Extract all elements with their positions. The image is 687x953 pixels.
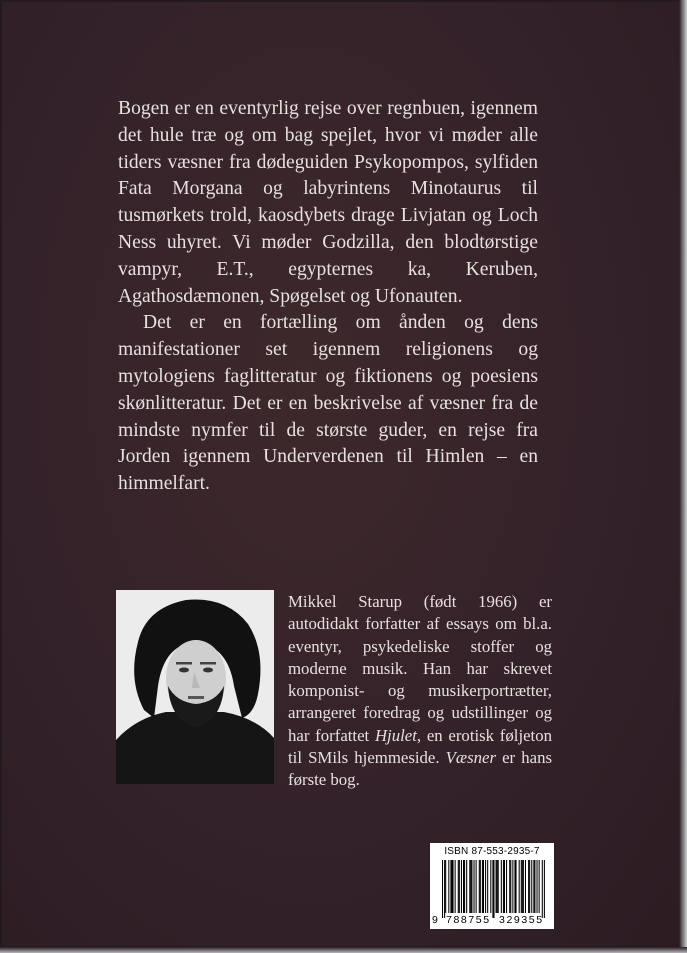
barcode-bar	[521, 860, 522, 913]
barcode-bar	[485, 860, 486, 913]
barcode-bar	[480, 860, 481, 913]
barcode-bar	[496, 860, 497, 913]
barcode-bar	[482, 860, 483, 913]
barcode-bar	[522, 860, 523, 913]
barcode-bar	[539, 860, 540, 913]
barcode-bar	[461, 860, 462, 913]
barcode-bar	[479, 860, 480, 913]
barcode-bar	[444, 860, 445, 918]
barcode-bar	[525, 860, 526, 913]
barcode-bar	[453, 860, 454, 913]
barcode-bar	[483, 860, 484, 913]
bio-text-end: er hans første bog.	[288, 748, 553, 790]
barcode-bar	[533, 860, 534, 913]
barcode-bar	[542, 860, 543, 918]
blurb-text	[118, 96, 538, 498]
barcode-bar	[523, 860, 524, 913]
barcode-bar	[506, 860, 507, 913]
barcode-bar	[492, 860, 493, 918]
blurb-paragraph-1: Bogen er en eventyrlig rejse over regnbuen, igennem det hule træ og om bag spejlet, hvor vi møder alle tiders væsner fra dødeguiden Psykopompos, sylfiden Fata Morgana og labyrintens Minotaurus til tusmørkets trold, kaosdybets drage Livjatan og Loch Ness uhyret. Vi møder Godzilla, den blodtørstige vampyr, E.T., egypternes ka, Keruben, Agathosdæmonen, Spøgelset og Ufonauten.	[118, 98, 538, 307]
barcode-bar	[445, 860, 446, 913]
barcode-bar	[471, 860, 472, 913]
barcode-bar	[487, 860, 488, 913]
barcode-bar	[455, 860, 456, 913]
barcode-bar	[497, 860, 498, 913]
barcode-bar	[534, 860, 535, 913]
bio-text-middle: , en erotisk føljeton til SMils hjemmeside.	[288, 725, 552, 768]
barcode-bar	[516, 860, 517, 913]
barcode-bar	[498, 860, 499, 913]
bio-text-start: Mikkel Starup (født 1966) er autodidakt forfatter af essays om bl.a. eventyr, psykedeliske stoffer og moderne musik. Han har skrevet komponist- og musikerportrætter, arrangeret foredrag og udstillinger og har forfattet	[288, 592, 552, 745]
barcode-bar	[464, 860, 465, 913]
barcode-bar	[512, 860, 513, 913]
barcode-bar	[531, 860, 532, 913]
barcode-bar	[529, 860, 530, 913]
barcode-bar	[466, 860, 467, 913]
barcode-bar	[450, 860, 451, 913]
barcode-bar	[528, 860, 529, 913]
author-photo	[116, 590, 274, 784]
barcode-bar	[537, 860, 538, 913]
author-portrait-image	[116, 590, 274, 784]
barcode-digit-first: 9	[432, 914, 438, 926]
bio-title-hjulet: Hjulet	[374, 725, 417, 745]
barcode-bar	[501, 860, 502, 913]
barcode-digits-left: 788755	[446, 914, 491, 926]
barcode-bar	[490, 860, 491, 913]
barcode-bar	[509, 860, 510, 913]
barcode-bar	[503, 860, 504, 913]
barcode-bar	[442, 860, 443, 918]
isbn-barcode	[430, 843, 554, 929]
barcode-bar	[470, 860, 471, 913]
barcode-bar	[451, 860, 452, 913]
bio-title-vaesner: Væsner	[445, 748, 497, 768]
barcode-bar	[519, 860, 520, 913]
book-edge-right	[679, 0, 687, 953]
barcode-bar	[458, 860, 459, 913]
barcode-bar	[476, 860, 477, 913]
barcode-digits-right: 329355	[499, 914, 544, 926]
barcode-bar	[459, 860, 460, 913]
barcode-bar	[510, 860, 511, 913]
barcode-bar	[463, 860, 464, 913]
barcode-bar	[514, 860, 515, 913]
blurb-paragraph-2: Det er en fortælling om ånden og dens manifestationer set igennem religionens og mytologiens faglitteratur og fiktionens og poesiens skønlitteratur. Det er en beskrivelse af væsner fra de mindste nymfer til de største guder, en rejse fra Jorden igennem Underverdenen til Himlen – en himmelfart.	[118, 312, 538, 495]
book-edge-bottom	[0, 947, 687, 953]
barcode-bar	[504, 860, 505, 913]
barcode-bar	[493, 860, 494, 918]
barcode-bar	[544, 860, 545, 918]
isbn-label: ISBN 87-553-2935-7	[444, 846, 540, 857]
barcode-bar	[474, 860, 475, 913]
barcode-bar	[448, 860, 449, 913]
author-bio	[288, 591, 552, 792]
barcode-bar	[469, 860, 470, 913]
